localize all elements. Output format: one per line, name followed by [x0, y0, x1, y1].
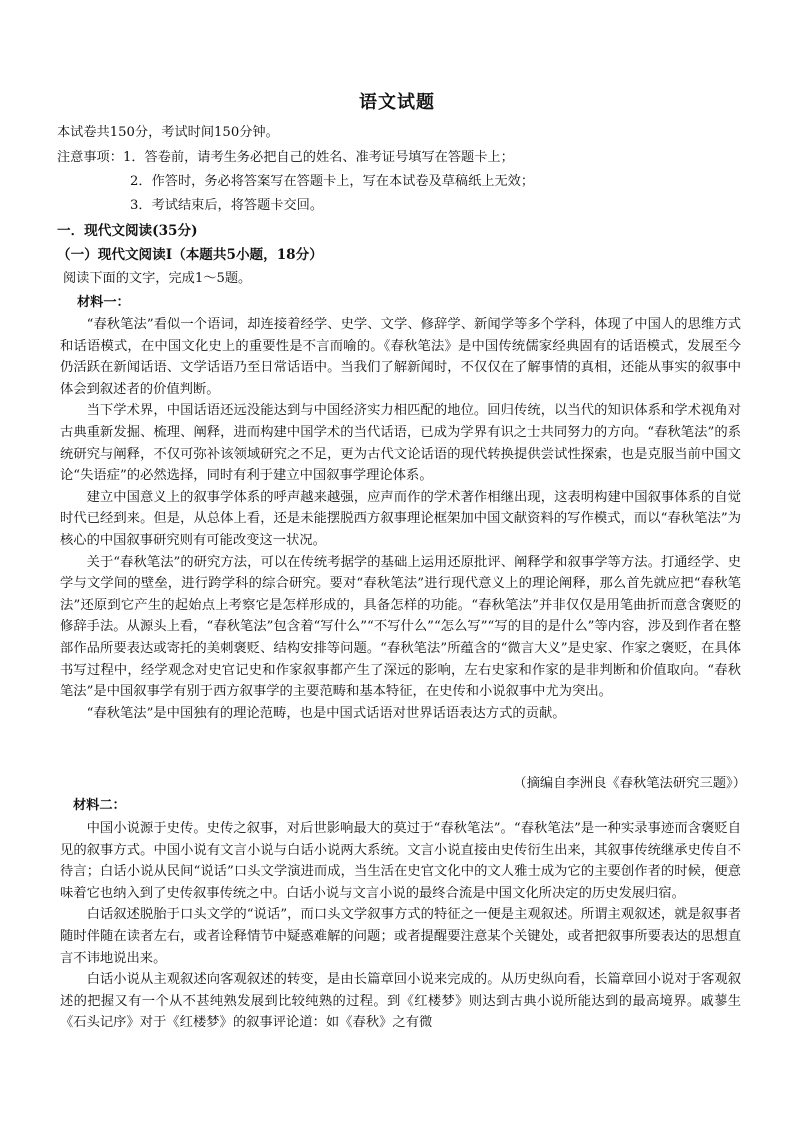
subsection-heading: （一）现代文阅读Ⅰ（本题共5小题，18分） — [57, 247, 323, 263]
exam-intro: 本试卷共150分，考试时间150分钟。 — [57, 125, 279, 140]
notes-item-2: 2．作答时，务必将答案写在答题卡上，写在本试卷及草稿纸上无效； — [130, 174, 535, 189]
material-1-body — [60, 314, 741, 724]
material-1-paragraph: “春秋笔法”是中国独有的理论范畴，也是中国式话语对世界话语表达方式的贡献。 — [86, 705, 566, 721]
material-2-heading: 材料二： — [73, 798, 126, 813]
notes-item-3: 3．考试结束后，将答题卡交回。 — [130, 198, 324, 213]
material-2-paragraph: 中国小说源于史传。史传之叙事，对后世影响最大的莫过于“春秋笔法”。“春秋笔法”是一种实录事迹而含褒贬自见的叙事方式。中国小说有文言小说与白话小说两大系统。文言小说直接由史传衍生出来，其叙事传统继承史传自不待言；白话小说从民间“说话”口头文学演进而成，当生活在史官文化中的文人雅士成为它的主要创作者的时候，便意味着它也纳入到了史传叙事传统之中。白话小说与文言小说的最终合流是中国文化所决定的历史发展归宿。 — [60, 821, 741, 901]
material-1-paragraph: 建立中国意义上的叙事学体系的呼声越来越强，应声而作的学术著作相继出现，这表明构建中国叙事体系的自觉时代已经到来。但是，从总体上看，还是未能摆脱西方叙事理论框架加中国文献资料的写作模式，而以“春秋笔法”为核心的中国叙事研究则有可能改变这一状况。 — [60, 489, 741, 548]
material-2-paragraph: 白话叙述脱胎于口头文学的“说话”，而口头文学叙事方式的特征之一便是主观叙述。所谓主观叙述，就是叙事者随时伴随在读者左右，或者诠释情节中疑惑难解的问题；或者提醒要注意某个关键处，或者把叙事所要表达的思想直言不讳地说出来。 — [60, 907, 741, 966]
material-1-heading: 材料一： — [77, 295, 130, 310]
material-2-body — [60, 818, 741, 1034]
material-2-paragraph: 白话小说从主观叙述向客观叙述的转变，是由长篇章回小说来完成的。从历史纵向看，长篇章回小说对于客观叙述的把握又有一个从不甚纯熟发展到比较纯熟的过程。到《红楼梦》则达到古典小说所能达到的最高境界。戚蓼生《石头记序》对于《红楼梦》的叙事评论道：如《春秋》之有微 — [60, 972, 741, 1031]
page-title: 语文试题 — [359, 92, 435, 113]
material-1-paragraph: 关于“春秋笔法”的研究方法，可以在传统考据学的基础上运用还原批评、阐释学和叙事学等方法。打通经学、史学与文学间的壁垒，进行跨学科的综合研究。要对“春秋笔法”进行现代意义上的理论阐释，那么首先就应把“春秋笔法”还原到它产生的起始点上考察它是怎样形成的，具备怎样的功能。“春秋笔法”并非仅仅是用笔曲折而意含褒贬的修辞手法。从源头上看，“春秋笔法”包含着“写什么”“不写什么”“怎么写”“写的目的是什么”等内容，涉及到作者在整部作品所要表达或寄托的美刺褒贬、结构安排等问题。“春秋笔法”所蕴含的“微言大义”是史家、作家之褒贬，在具体书写过程中，经学观念对史官记史和作家叙事都产生了深远的影响，左右史家和作家的是非判断和价值取向。“春秋笔法”是中国叙事学有别于西方叙事学的主要范畴和基本特征，在史传和小说叙事中尤为突出。 — [60, 554, 741, 700]
material-1-source: （摘编自李洲良《春秋笔法研究三题》） — [513, 776, 746, 791]
notes-item-1: 1．答卷前，请考生务必把自己的姓名、准考证号填写在答题卡上； — [122, 150, 514, 165]
section-heading: 一．现代文阅读(35分) — [57, 223, 198, 239]
notes-label: 注意事项： — [57, 150, 123, 165]
notes-line-1 — [57, 149, 514, 167]
material-1-paragraph: 当下学术界，中国话语还远没能达到与中国经济实力相匹配的地位。回归传统，以当代的知识体系和学术视角对古典重新发掘、梳理、阐释，进而构建中国学术的当代话语，已成为学界有识之士共同努力的方向。“春秋笔法”的系统研究与阐释，不仅可弥补该领域研究之不足，更为古代文论话语的现代转换提供尝试性探索，也是克服当前中国文论“失语症”的必然选择，同时有利于建立中国叙事学理论体系。 — [60, 403, 741, 484]
material-1-paragraph: “春秋笔法”看似一个语词，却连接着经学、史学、文学、修辞学、新闻学等多个学科，体现了中国人的思维方式和话语模式，在中国文化史上的重要性是不言而喻的。《春秋笔法》是中国传统儒家经典固有的话语模式，发展至今仍活跃在新闻话语、文学话语乃至日常话语中。当我们了解新闻时，不仅仅在了解事情的真相，还能从事实的叙事中体会到叙述者的价值判断。 — [60, 317, 741, 397]
reading-instruction: 阅读下面的文字，完成1～5题。 — [63, 271, 252, 286]
